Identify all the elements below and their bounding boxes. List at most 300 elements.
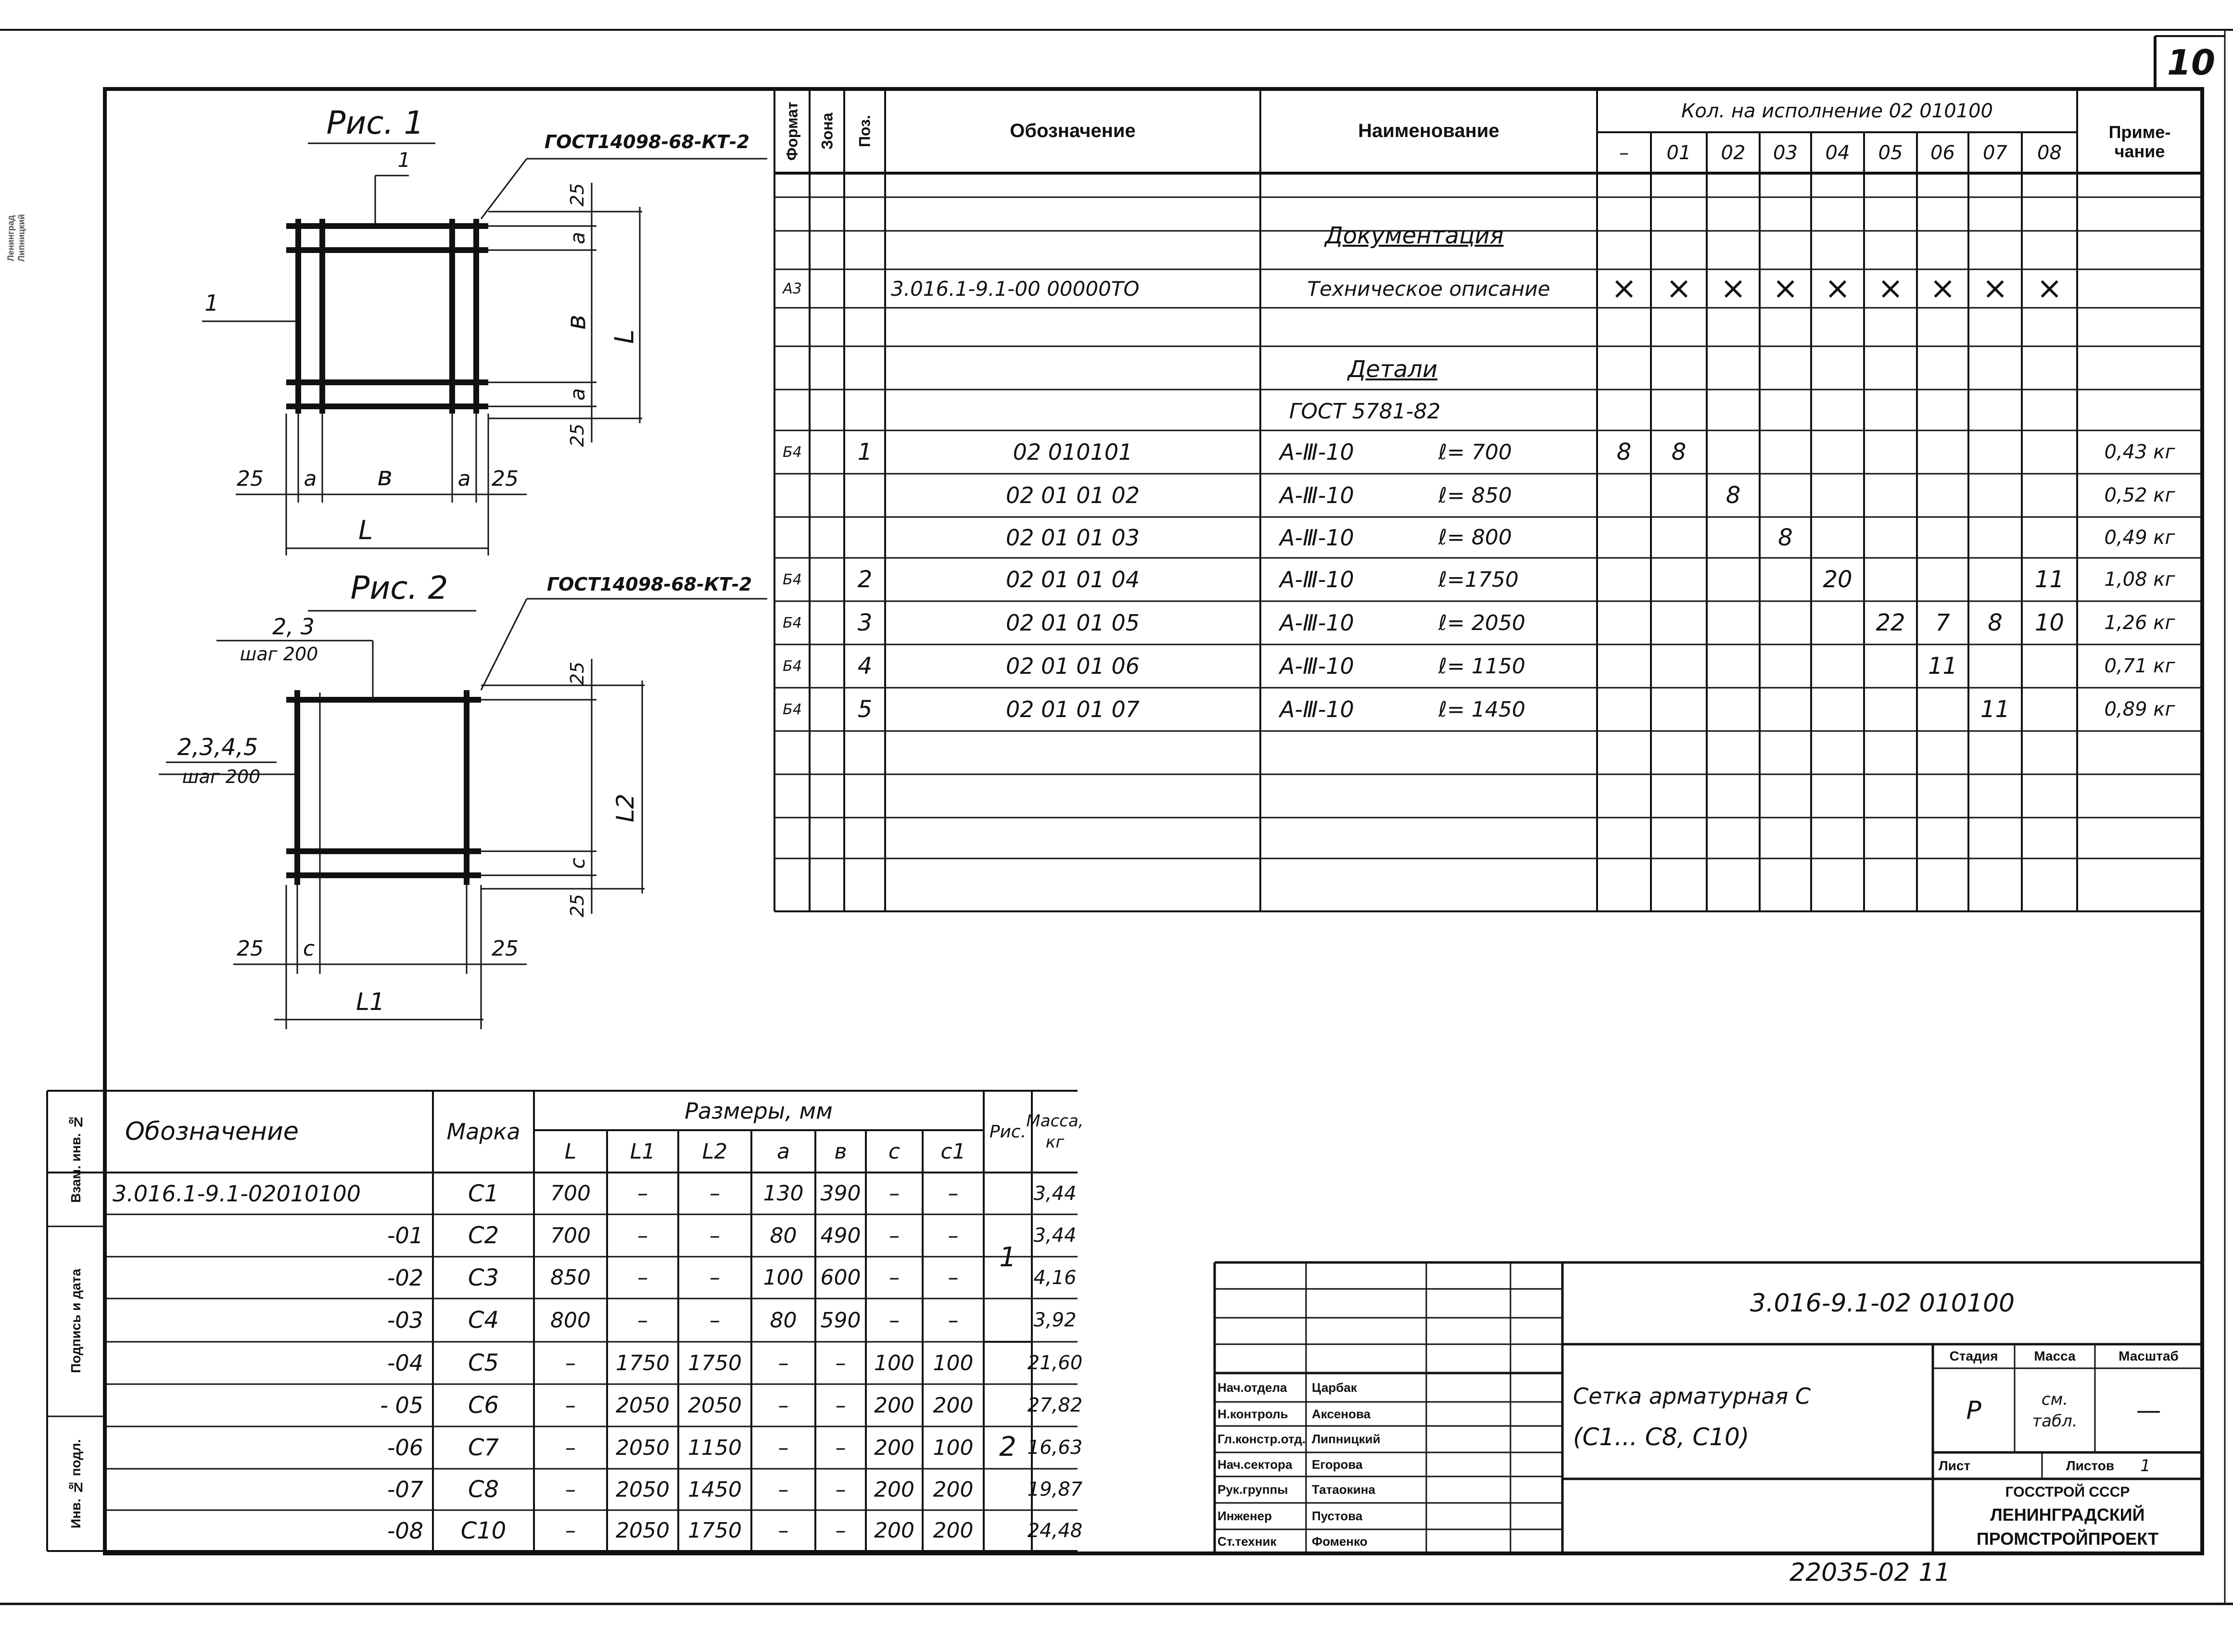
spec-row-qty <box>1761 644 1810 688</box>
spec-row-length: ℓ= 1150 <box>1438 654 1526 679</box>
spec-row-qty <box>1865 517 1916 558</box>
spec-row-qty <box>1598 517 1650 558</box>
fig2-dim-c-bottom: с <box>303 936 315 961</box>
fig2-gost: ГОСТ14098-68-КТ-2 <box>546 574 752 595</box>
spec-row-pos: 1 <box>857 439 873 466</box>
spec-row-qty: 11 <box>1928 653 1958 680</box>
spec-row-length: ℓ= 700 <box>1438 440 1512 465</box>
dims-row-value: 590 <box>820 1308 861 1333</box>
dims-row-mark: С1 <box>468 1180 499 1207</box>
spec-row-qty <box>1761 474 1810 517</box>
spec-row-qty <box>1812 430 1863 474</box>
dims-row-value: – <box>710 1223 720 1248</box>
section-gost: ГОСТ 5781-82 <box>1289 399 1441 424</box>
inventory-sheet: 11 <box>1918 1558 1951 1587</box>
spec-row-qty: 8 <box>1616 439 1632 466</box>
dims-row-designation: -02 <box>387 1264 423 1291</box>
dims-row-mark: С4 <box>468 1307 499 1334</box>
spec-row-qty <box>1969 644 2021 688</box>
spec-row-qty <box>1708 644 1759 688</box>
side-stamp-signature: Подпись и дата <box>68 1269 83 1374</box>
dims-col-header: с1 <box>940 1139 966 1164</box>
spec-header-zone: Зона <box>818 113 836 150</box>
spec-header-format: Формат <box>783 101 801 161</box>
dims-row-designation: -04 <box>387 1350 423 1376</box>
dims-row-designation: 3.016.1-9.1-02010100 <box>113 1180 361 1207</box>
spec-header-designation: Обозначение <box>1010 120 1136 141</box>
dims-row-value: – <box>637 1223 648 1248</box>
tb-role: Ст.техник <box>1218 1534 1277 1549</box>
doc-row-designation: 3.016.1-9.1-00 00000ТО <box>891 277 1140 301</box>
tb-title-2: (С1... С8, С10) <box>1573 1423 1750 1451</box>
dims-row-mark: С2 <box>468 1222 499 1249</box>
tb-mass: см. табл. <box>2032 1390 2078 1431</box>
spec-row-qty <box>1918 558 1967 601</box>
dims-row-value: – <box>778 1518 789 1543</box>
dims-row-value: – <box>948 1181 959 1206</box>
dims-col-header: L2 <box>702 1139 728 1164</box>
spec-row-qty <box>1708 688 1759 731</box>
dims-col-header: а <box>777 1139 790 1164</box>
dims-row-value: – <box>889 1181 900 1206</box>
fig1-dim-a-left: а <box>304 467 317 491</box>
spec-row-format <box>775 517 809 558</box>
spec-row-length: ℓ= 1450 <box>1438 697 1526 722</box>
spec-row-qty <box>1812 474 1863 517</box>
dims-row-value: 80 <box>770 1223 797 1248</box>
spec-row-steel: А-Ⅲ-10 <box>1280 439 1354 465</box>
spec-row-designation: 02 01 01 02 <box>1006 482 1140 508</box>
tb-role: Инженер <box>1218 1509 1272 1523</box>
dims-row-value: 490 <box>820 1223 861 1248</box>
spec-row-qty <box>1812 517 1863 558</box>
fig1-dim-b: в <box>561 315 591 330</box>
fig1-dim-a-right: а <box>457 467 471 491</box>
spec-variant-header: 04 <box>1825 142 1850 164</box>
dims-row-value: 200 <box>874 1518 914 1543</box>
spec-row-qty <box>1865 474 1916 517</box>
tb-role-name: Аксенова <box>1312 1406 1371 1421</box>
tb-role-name: Татаокина <box>1312 1482 1375 1497</box>
dims-header-sizes: Размеры, мм <box>685 1098 833 1124</box>
spec-row-designation: 02 01 01 03 <box>1006 524 1140 551</box>
margin-note-line: Липницкий <box>16 214 26 262</box>
dims-row-value: 200 <box>874 1393 914 1418</box>
dims-row-value: 1750 <box>688 1518 742 1543</box>
tb-org-3: ПРОМСТРОЙПРОЕКТ <box>1976 1529 2159 1549</box>
tb-role: Нач.сектора <box>1218 1457 1293 1472</box>
dims-row-designation: - 05 <box>380 1392 423 1418</box>
spec-row-qty <box>1865 558 1916 601</box>
spec-variant-header: 08 <box>2037 142 2062 164</box>
fig2-step-top: шаг 200 <box>240 643 318 665</box>
dims-row-designation: -03 <box>387 1307 423 1333</box>
dims-row-value: 100 <box>763 1265 804 1290</box>
spec-row-note: 0,52 кг <box>2104 484 2175 506</box>
dims-row-value: – <box>565 1518 576 1543</box>
spec-row-steel: А-Ⅲ-10 <box>1280 482 1354 508</box>
tb-org-1: ГОССТРОЙ СССР <box>2005 1484 2130 1500</box>
fig2-pos-left: 2,3,4,5 <box>177 734 258 761</box>
spec-row-qty <box>1598 601 1650 644</box>
dims-row-value: 390 <box>820 1181 861 1206</box>
spec-row-qty <box>1969 517 2021 558</box>
dims-row-value: 1450 <box>688 1477 742 1502</box>
spec-row-qty: 11 <box>1980 696 2010 723</box>
dims-row-value: – <box>565 1435 576 1460</box>
spec-row-designation: 02 01 01 04 <box>1006 567 1140 593</box>
dims-row-value: – <box>835 1518 846 1543</box>
spec-row-qty <box>1708 601 1759 644</box>
dims-row-value: – <box>710 1265 720 1290</box>
spec-row-note: 0,49 кг <box>2104 526 2175 549</box>
spec-row-qty <box>2023 517 2076 558</box>
doc-row-mark: × <box>1982 271 2008 306</box>
spec-row-pos: 2 <box>857 566 873 593</box>
spec-row-qty: 7 <box>1935 609 1950 636</box>
fig1-pos-label: 1 <box>204 290 219 316</box>
fig2-dim-c: с <box>565 858 589 869</box>
dims-header-fig: Рис. <box>989 1122 1027 1142</box>
dims-row-value: 1750 <box>616 1350 670 1375</box>
spec-row-qty <box>1598 558 1650 601</box>
spec-variant-header: 07 <box>1983 142 2007 164</box>
dims-row-value: – <box>637 1308 648 1333</box>
spec-row-designation: 02 01 01 05 <box>1006 610 1140 636</box>
spec-header-note: Приме- чание <box>2108 122 2171 161</box>
spec-row-qty: 8 <box>1988 609 2003 636</box>
tb-role: Н.контроль <box>1218 1406 1288 1421</box>
dims-row-value: – <box>835 1393 846 1418</box>
spec-row-qty <box>1761 558 1810 601</box>
spec-row-qty <box>1652 601 1706 644</box>
spec-row-qty <box>1652 558 1706 601</box>
spec-row-pos: 5 <box>857 696 873 723</box>
dims-row-value: – <box>889 1308 900 1333</box>
spec-row-qty: 8 <box>1726 482 1741 509</box>
dims-row-mark: С8 <box>468 1476 499 1503</box>
dims-row-mark: С5 <box>468 1349 499 1376</box>
spec-row-qty <box>1918 517 1967 558</box>
tb-sheet-label: Лист <box>1939 1458 1971 1473</box>
fig2-step-left: шаг 200 <box>182 766 261 787</box>
spec-row-format: Б4 <box>783 614 802 631</box>
fig1-dim-b-horiz: в <box>377 461 393 492</box>
spec-row-qty <box>1761 430 1810 474</box>
spec-row-qty <box>1812 688 1863 731</box>
spec-variant-header: 03 <box>1773 142 1798 164</box>
fig1-dim-right: 25 <box>492 467 519 491</box>
fig1-title: Рис. 1 <box>326 104 424 141</box>
spec-row-designation: 02 010101 <box>1013 439 1133 465</box>
dims-row-value: – <box>889 1223 900 1248</box>
spec-row-note: 1,08 кг <box>2104 568 2175 591</box>
spec-row-qty <box>2023 688 2076 731</box>
spec-row-qty <box>2023 644 2076 688</box>
spec-row-qty <box>1865 430 1916 474</box>
spec-row-format: Б4 <box>783 701 802 718</box>
dims-header-mark: Марка <box>446 1119 520 1145</box>
dims-col-header: L1 <box>630 1139 656 1164</box>
spec-row-qty <box>1708 558 1759 601</box>
dims-header-designation: Обозначение <box>125 1117 299 1146</box>
margin-note <box>6 183 27 293</box>
dims-row-value: – <box>637 1265 648 1290</box>
dims-row-value: 200 <box>874 1477 914 1502</box>
fig1-dim-a-bottom: а <box>565 388 589 401</box>
dims-row-value: 2050 <box>616 1518 670 1543</box>
dims-row-value: 130 <box>763 1181 804 1206</box>
dims-row-value: – <box>565 1393 576 1418</box>
spec-row-steel: А-Ⅲ-10 <box>1280 567 1354 593</box>
dims-row-mark: С7 <box>468 1434 499 1461</box>
spec-row-qty: 22 <box>1876 609 1905 636</box>
spec-row-qty <box>1918 474 1967 517</box>
spec-row-qty <box>1598 644 1650 688</box>
fig2-dim-bottom: 25 <box>567 894 588 918</box>
spec-variant-header: 02 <box>1721 142 1746 164</box>
fig1-dim-top: 25 <box>567 183 588 207</box>
spec-row-qty <box>1865 688 1916 731</box>
dims-row-value: – <box>835 1350 846 1375</box>
doc-row-mark: × <box>1878 271 1903 306</box>
dims-row-value: – <box>948 1308 959 1333</box>
fig2-dim-L1: L1 <box>356 987 385 1016</box>
doc-row-mark: × <box>1720 271 1746 306</box>
spec-row-format: Б4 <box>783 657 802 675</box>
spec-row-qty <box>1865 644 1916 688</box>
dims-row-mass: 4,16 <box>1033 1266 1077 1289</box>
fig1-dim-left: 25 <box>237 467 264 491</box>
dims-fig-2: 2 <box>999 1431 1016 1463</box>
dims-row-value: 850 <box>550 1265 591 1290</box>
doc-row-mark: × <box>1825 271 1851 306</box>
spec-row-steel: А-Ⅲ-10 <box>1280 696 1354 722</box>
spec-row-qty: 10 <box>2034 609 2065 636</box>
spec-header-pos: Поз. <box>856 115 874 147</box>
section-docs: Документация <box>1325 222 1504 249</box>
spec-header-qty: Кол. на исполнение 02 010100 <box>1681 100 1993 122</box>
doc-row-mark: × <box>1772 271 1799 306</box>
spec-row-qty <box>1652 474 1706 517</box>
fig2-pos-top: 2, 3 <box>272 613 315 640</box>
dims-row-value: – <box>778 1435 789 1460</box>
spec-row-qty <box>1598 474 1650 517</box>
dims-row-mark: С6 <box>468 1392 499 1419</box>
dims-row-mass: 24,48 <box>1027 1519 1083 1542</box>
spec-variant-header: 06 <box>1930 142 1955 164</box>
spec-row-format <box>775 474 809 517</box>
fig2-dim-right: 25 <box>492 936 519 961</box>
dims-row-value: – <box>835 1477 846 1502</box>
tb-sheets: 1 <box>2140 1456 2151 1475</box>
dims-row-value: – <box>889 1265 900 1290</box>
tb-role-name: Егорова <box>1312 1457 1363 1472</box>
spec-header-name: Наименование <box>1358 120 1499 141</box>
dims-row-value: 100 <box>933 1435 974 1460</box>
dims-row-value: 200 <box>874 1435 914 1460</box>
tb-role: Гл.констр.отд. <box>1218 1432 1306 1446</box>
spec-row-pos: 3 <box>857 609 873 636</box>
spec-row-note: 1,26 кг <box>2104 612 2175 634</box>
tb-scale-label: Масштаб <box>2119 1349 2179 1363</box>
spec-row-qty: 11 <box>2034 566 2065 593</box>
tb-stage: Р <box>1966 1396 1981 1425</box>
dims-row-mass: 27,82 <box>1027 1394 1083 1416</box>
sheet-number: 10 <box>2167 42 2216 83</box>
spec-row-qty <box>2023 430 2076 474</box>
inventory-number-code: 22035-02 <box>1789 1558 1910 1587</box>
dims-row-value: 600 <box>820 1265 861 1290</box>
dims-row-value: – <box>835 1435 846 1460</box>
spec-row-length: ℓ=1750 <box>1438 567 1519 592</box>
fig2-dim-left: 25 <box>237 936 264 961</box>
dims-row-value: 2050 <box>688 1393 742 1418</box>
dims-row-value: – <box>565 1477 576 1502</box>
tb-role: Нач.отдела <box>1218 1380 1287 1395</box>
spec-row-length: ℓ= 850 <box>1438 483 1512 508</box>
dims-row-value: – <box>778 1393 789 1418</box>
dims-row-value: – <box>565 1350 576 1375</box>
spec-row-designation: 02 01 01 07 <box>1006 696 1140 722</box>
spec-row-qty <box>1652 517 1706 558</box>
spec-row-note: 0,89 кг <box>2104 698 2175 720</box>
doc-row-name: Техническое описание <box>1307 277 1550 301</box>
spec-variant-header: 05 <box>1878 142 1903 164</box>
dims-row-mass: 21,60 <box>1027 1352 1083 1374</box>
dims-row-value: 1750 <box>688 1350 742 1375</box>
dims-row-value: – <box>637 1181 648 1206</box>
spec-row-qty: 8 <box>1671 439 1687 466</box>
spec-row-qty <box>1812 601 1863 644</box>
dims-row-designation: -08 <box>387 1517 423 1544</box>
spec-row-pos <box>845 474 885 517</box>
spec-variant-header: 01 <box>1666 142 1691 164</box>
dims-row-value: 700 <box>550 1181 591 1206</box>
spec-row-format: Б4 <box>783 571 802 588</box>
dims-row-value: 2050 <box>616 1393 670 1418</box>
doc-row-mark: × <box>1611 271 1637 306</box>
tb-mass-label: Масса <box>2034 1349 2076 1363</box>
dims-row-value: 100 <box>933 1350 974 1375</box>
fig1-dim-bottom: 25 <box>567 423 588 447</box>
spec-row-qty <box>1652 644 1706 688</box>
tb-role-name: Липницкий <box>1312 1432 1381 1446</box>
spec-row-pos: 4 <box>857 653 873 680</box>
dims-row-mark: С3 <box>468 1264 499 1291</box>
spec-row-qty: 8 <box>1778 524 1793 551</box>
dims-row-mass: 3,44 <box>1033 1182 1077 1205</box>
dims-row-mass: 3,92 <box>1033 1309 1077 1331</box>
spec-row-qty <box>1918 688 1967 731</box>
spec-row-qty <box>1918 430 1967 474</box>
spec-row-length: ℓ= 800 <box>1438 525 1512 550</box>
dims-row-designation: -07 <box>387 1476 423 1502</box>
fig1-dim-L-horiz: L <box>358 515 373 545</box>
doc-row-mark: × <box>1929 271 1956 306</box>
spec-row-pos <box>845 517 885 558</box>
dims-row-value: – <box>710 1308 720 1333</box>
spec-row-qty <box>2023 474 2076 517</box>
side-stamp-replaced: Взам. инв. № <box>68 1114 83 1203</box>
spec-row-qty <box>1708 517 1759 558</box>
spec-row-qty <box>1761 601 1810 644</box>
dims-row-designation: -01 <box>387 1223 423 1248</box>
spec-row-length: ℓ= 2050 <box>1438 610 1526 635</box>
dims-row-designation: -06 <box>387 1435 423 1461</box>
spec-row-note: 0,71 кг <box>2104 655 2175 677</box>
dims-row-value: – <box>710 1181 720 1206</box>
dims-fig-1: 1 <box>999 1241 1016 1273</box>
dims-row-mass: 3,44 <box>1033 1224 1077 1247</box>
dims-row-value: 800 <box>550 1308 591 1333</box>
fig2-title: Рис. 2 <box>350 569 448 606</box>
spec-row-qty <box>1652 688 1706 731</box>
spec-row-steel: А-Ⅲ-10 <box>1280 653 1354 679</box>
tb-role-name: Царбак <box>1312 1380 1357 1395</box>
inventory-number <box>1789 1556 1992 1589</box>
spec-row-steel: А-Ⅲ-10 <box>1280 610 1354 636</box>
spec-row-note: 0,43 кг <box>2104 441 2175 463</box>
fig1-section-label: 1 <box>397 148 411 172</box>
dims-col-header: L <box>564 1139 577 1164</box>
dims-row-value: – <box>948 1223 959 1248</box>
dims-row-value: 2050 <box>616 1477 670 1502</box>
fig2-dim-top: 25 <box>567 661 588 685</box>
tb-role: Рук.группы <box>1218 1482 1288 1497</box>
dims-row-value: 2050 <box>616 1435 670 1460</box>
tb-role-name: Фоменко <box>1312 1534 1368 1549</box>
dims-row-value: 100 <box>874 1350 914 1375</box>
spec-row-qty <box>1761 688 1810 731</box>
side-stamp-inventory: Инв. № подл. <box>68 1439 83 1529</box>
tb-sheets-label: Листов <box>2066 1458 2115 1473</box>
dims-header-mass: Масса, кг <box>1026 1111 1084 1152</box>
dims-row-value: 200 <box>933 1393 974 1418</box>
spec-row-qty <box>1969 474 2021 517</box>
dims-row-mark: С10 <box>460 1517 507 1544</box>
dims-row-value: 200 <box>933 1477 974 1502</box>
tb-code: 3.016-9.1-02 010100 <box>1750 1289 2015 1318</box>
doc-row-mark: × <box>2036 271 2063 306</box>
dims-row-value: 1150 <box>688 1435 742 1460</box>
margin-note-line: Ленинград <box>6 215 16 261</box>
spec-row-designation: 02 01 01 06 <box>1006 653 1140 679</box>
fig2-dim-L2: L2 <box>611 794 639 822</box>
spec-variant-header: – <box>1619 142 1629 164</box>
dims-row-value: 700 <box>550 1223 591 1248</box>
tb-org-2: ЛЕНИНГРАДСКИЙ <box>1990 1505 2145 1525</box>
dims-row-value: – <box>948 1265 959 1290</box>
tb-stage-label: Стадия <box>1949 1349 1998 1363</box>
dims-row-value: 80 <box>770 1308 797 1333</box>
dims-row-value: 200 <box>933 1518 974 1543</box>
dims-row-mass: 16,63 <box>1027 1437 1083 1459</box>
spec-row-qty <box>1812 644 1863 688</box>
fig1-gost: ГОСТ14098-68-КТ-2 <box>544 131 750 152</box>
spec-row-qty <box>1708 430 1759 474</box>
doc-row-mark: × <box>1666 271 1692 306</box>
fig1-dim-L-vert: L <box>609 329 639 344</box>
tb-role-name: Пустова <box>1312 1509 1363 1523</box>
spec-row-qty <box>1969 430 2021 474</box>
spec-row-qty: 20 <box>1823 566 1852 593</box>
dims-row-value: – <box>778 1350 789 1375</box>
dims-col-header: в <box>834 1139 847 1164</box>
tb-title-1: Сетка арматурная С <box>1573 1383 1811 1409</box>
dims-row-mass: 19,87 <box>1027 1478 1083 1501</box>
tb-scale: — <box>2136 1396 2161 1425</box>
